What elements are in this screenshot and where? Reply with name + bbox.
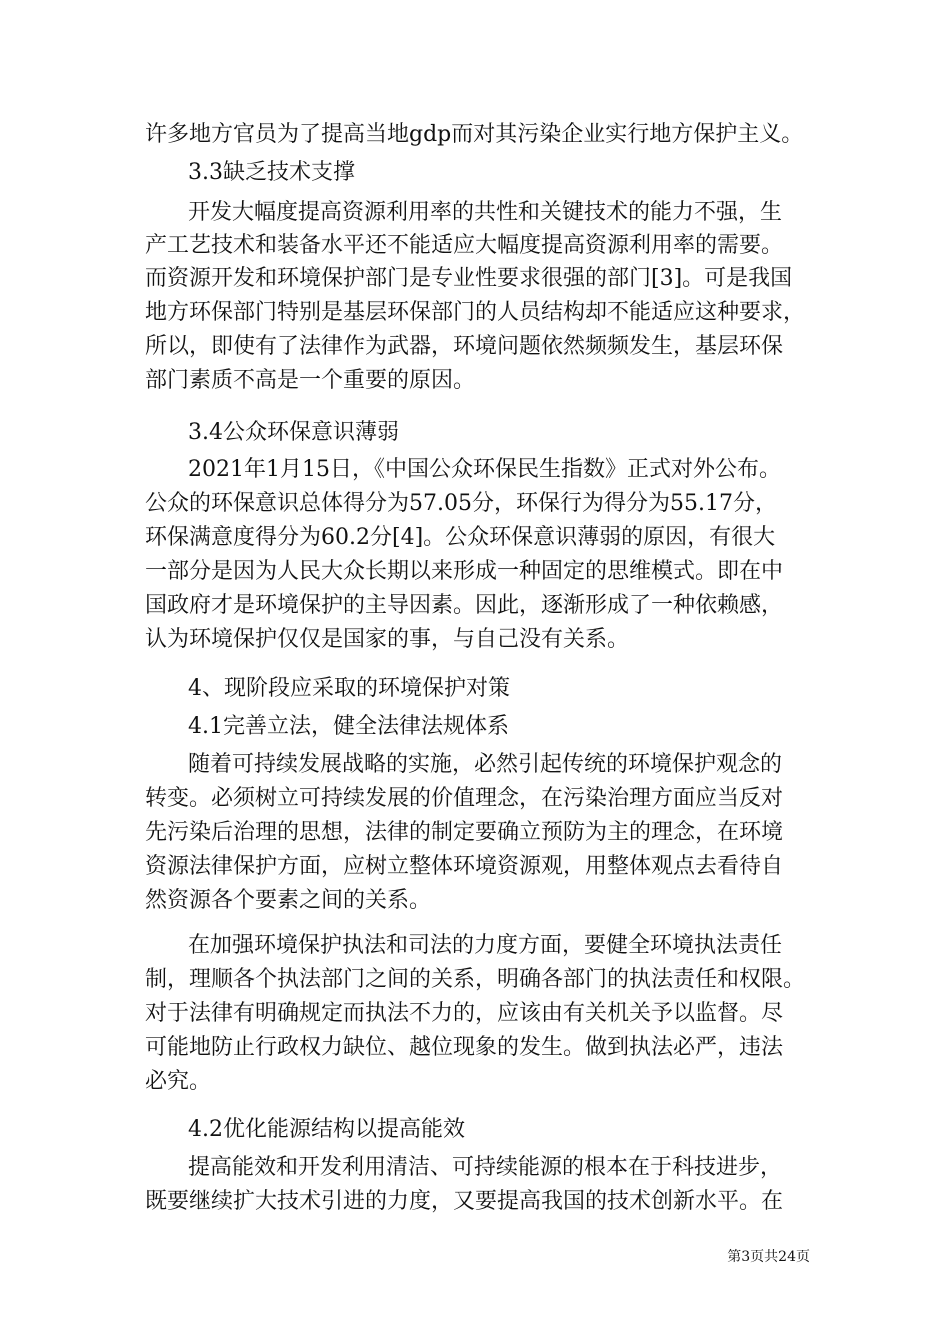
- text-line: 提高能效和开发利用清洁、可持续能源的根本在于科技进步，: [188, 1155, 783, 1180]
- text-line: 可能地防止行政权力缺位、越位现象的发生。做到执法必严，违法: [145, 1035, 784, 1060]
- text-line: 转变。必须树立可持续发展的价值理念，在污染治理方面应当反对: [145, 786, 784, 811]
- text-line: 制，理顺各个执法部门之间的关系，明确各部门的执法责任和权限。: [145, 967, 806, 992]
- text-line: 地方环保部门特别是基层环保部门的人员结构却不能适应这种要求，: [145, 300, 806, 325]
- text-line: 开发大幅度提高资源利用率的共性和关键技术的能力不强，生: [188, 200, 783, 225]
- text-line: 2021年1月15日，《中国公众环保民生指数》正式对外公布。: [188, 457, 781, 482]
- text-line: 许多地方官员为了提高当地gdp而对其污染企业实行地方保护主义。: [145, 122, 804, 147]
- text-line: 随着可持续发展战略的实施，必然引起传统的环境保护观念的: [188, 752, 783, 777]
- section-heading: 3.4公众环保意识薄弱: [188, 420, 399, 445]
- text-line: 环保满意度得分为60.2分[4]。公众环保意识薄弱的原因，有很大: [145, 525, 776, 550]
- section-heading: 4.2优化能源结构以提高能效: [188, 1117, 465, 1142]
- text-line: 必究。: [145, 1069, 212, 1094]
- text-line: 所以，即使有了法律作为武器，环境问题依然频频发生，基层环保: [145, 334, 784, 359]
- text-line: 对于法律有明确规定而执法不力的，应该由有关机关予以监督。尽: [145, 1001, 784, 1026]
- text-line: 而资源开发和环境保护部门是专业性要求很强的部门[3]。可是我国: [145, 266, 793, 291]
- section-heading: 4.1完善立法，健全法律法规体系: [188, 714, 509, 739]
- page-number-footer: 第3页共24页: [727, 1249, 810, 1265]
- text-line: 国政府才是环境保护的主导因素。因此，逐渐形成了一种依赖感，: [145, 593, 784, 618]
- text-line: 既要继续扩大技术引进的力度，又要提高我国的技术创新水平。在: [145, 1189, 784, 1214]
- section-heading: 3.3缺乏技术支撑: [188, 160, 355, 185]
- text-line: 先污染后治理的思想，法律的制定要确立预防为主的理念，在环境: [145, 820, 784, 845]
- text-line: 资源法律保护方面，应树立整体环境资源观，用整体观点去看待自: [145, 854, 784, 879]
- text-line: 认为环境保护仅仅是国家的事，与自己没有关系。: [145, 627, 630, 652]
- text-line: 公众的环保意识总体得分为57.05分，环保行为得分为55.17分，: [145, 491, 777, 516]
- text-line: 然资源各个要素之间的关系。: [145, 888, 432, 913]
- text-line: 在加强环境保护执法和司法的力度方面，要健全环境执法责任: [188, 933, 783, 958]
- section-heading: 4、现阶段应采取的环境保护对策: [188, 676, 510, 701]
- text-line: 部门素质不高是一个重要的原因。: [145, 368, 476, 393]
- text-line: 一部分是因为人民大众长期以来形成一种固定的思维模式。即在中: [145, 559, 784, 584]
- text-line: 产工艺技术和装备水平还不能适应大幅度提高资源利用率的需要。: [145, 233, 784, 258]
